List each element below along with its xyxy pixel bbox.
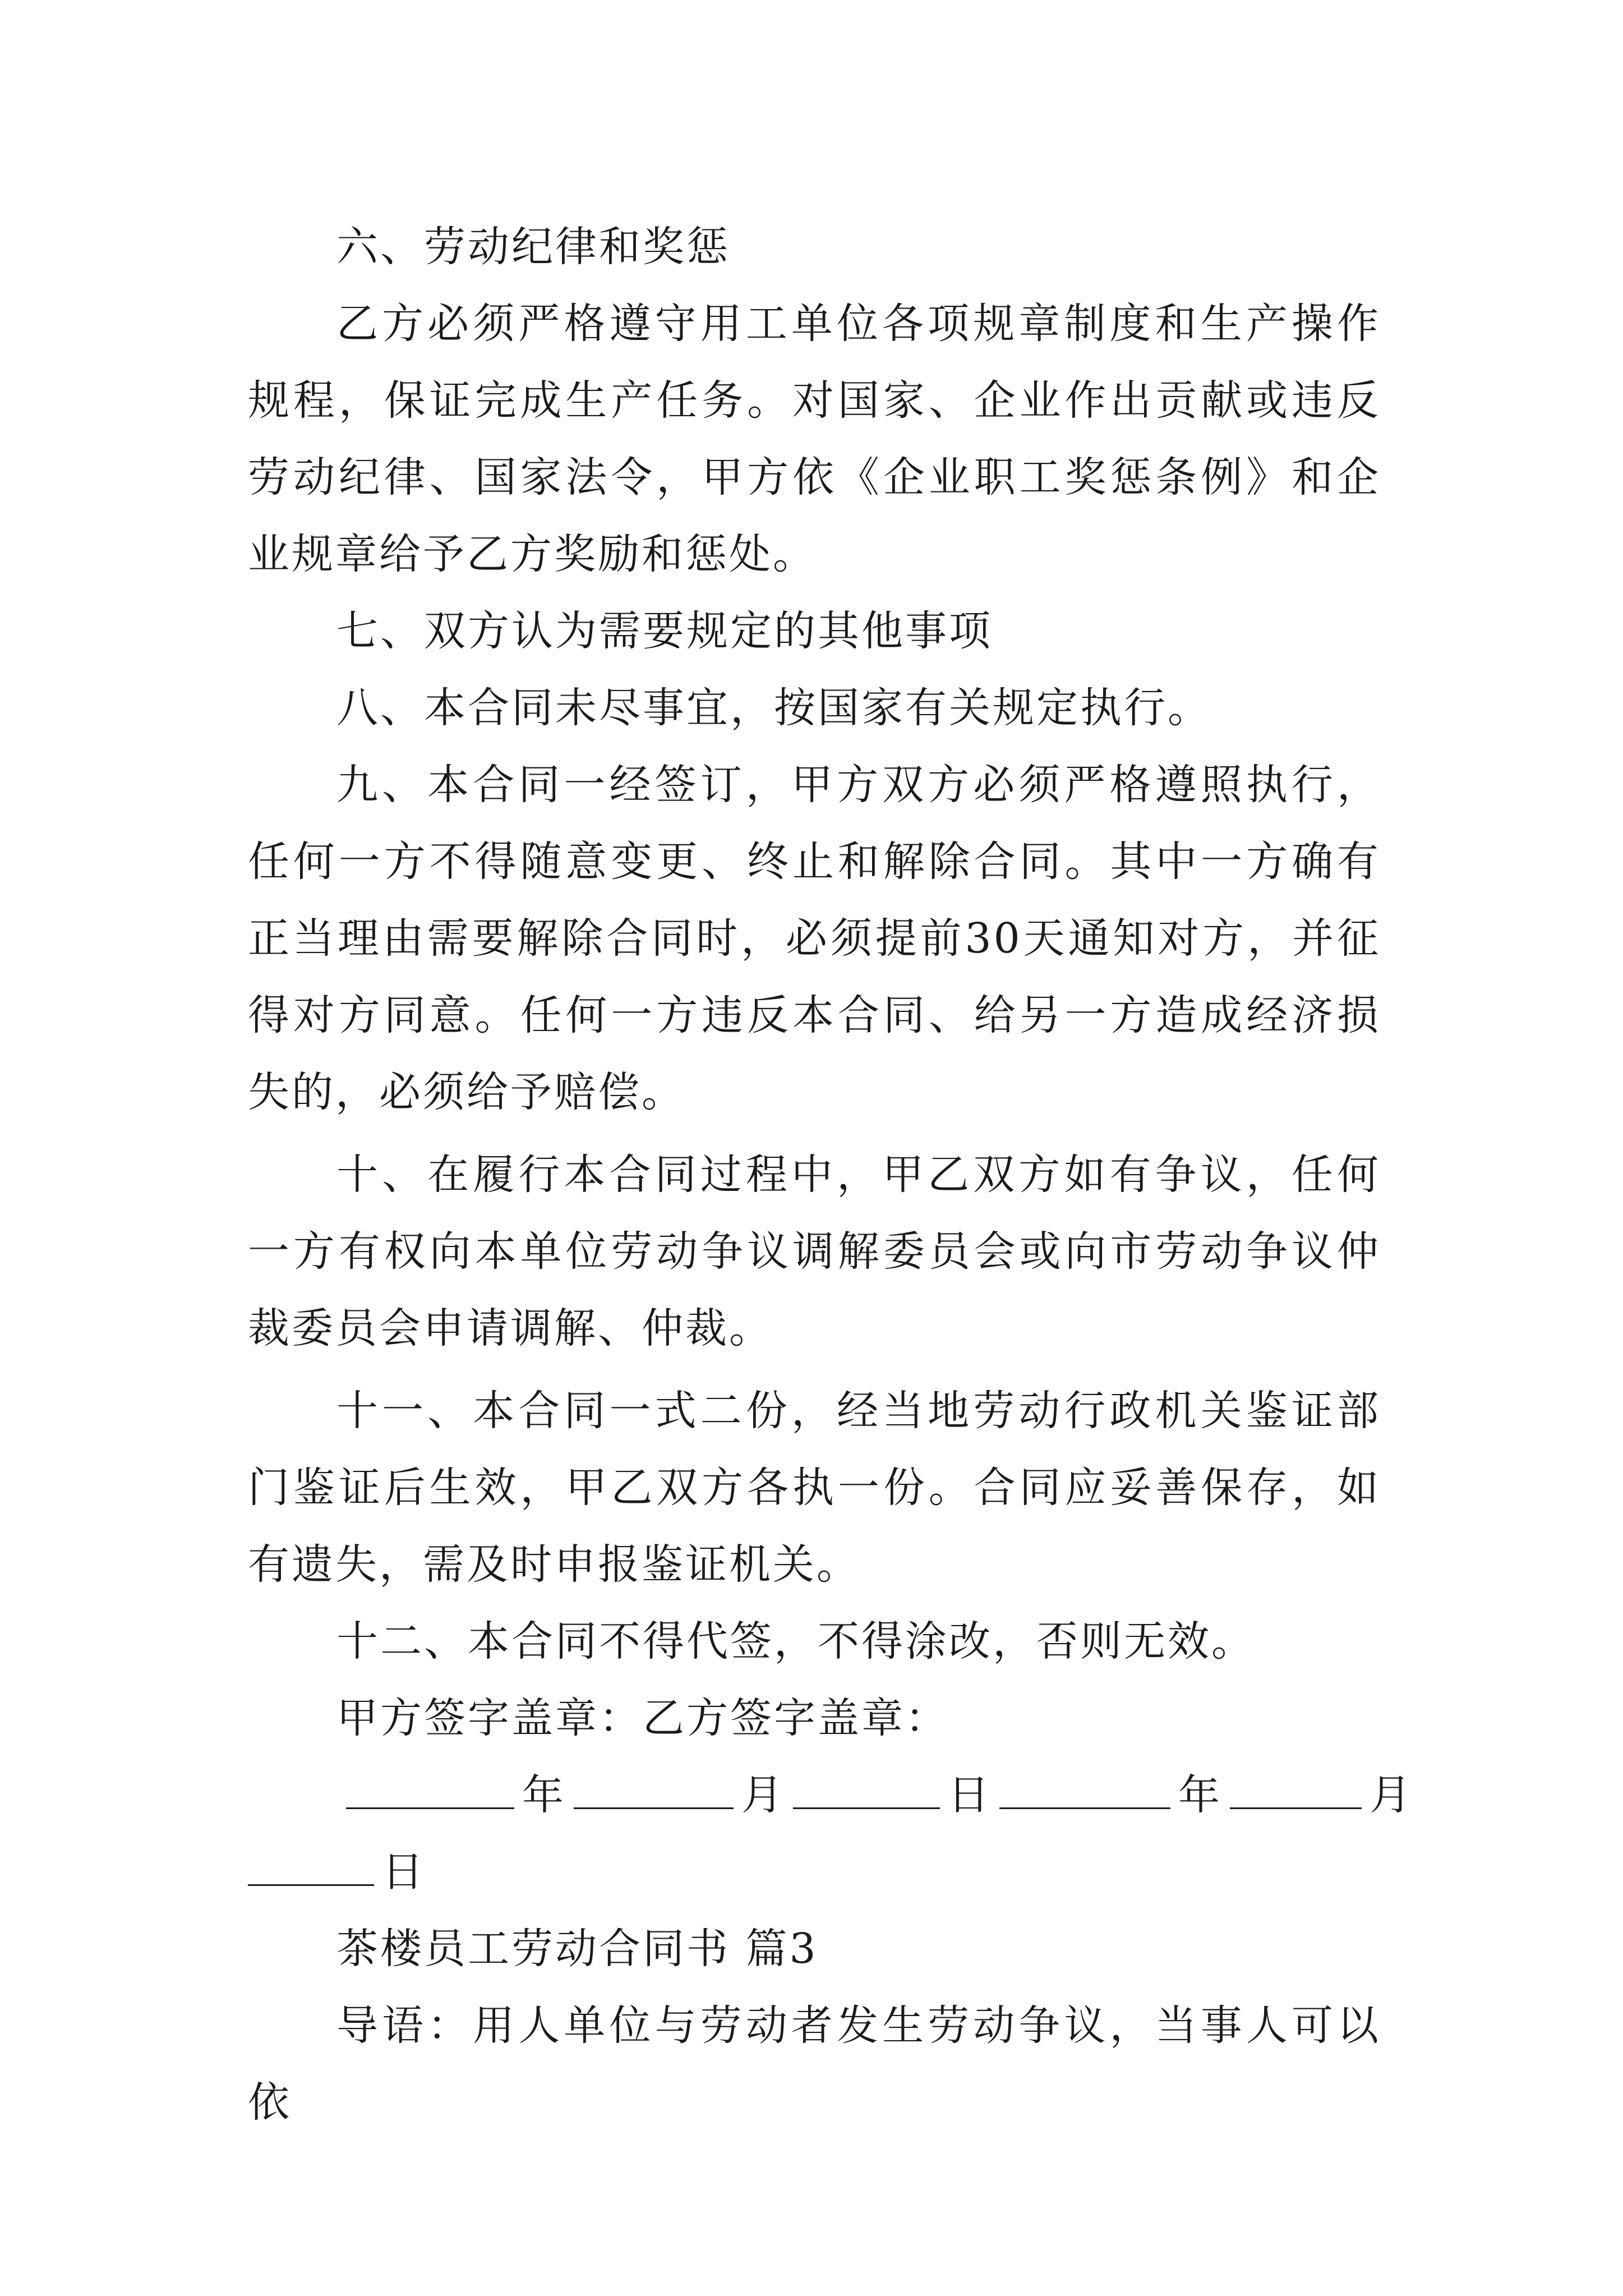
paragraph-unresolved-matters: 八、本合同未尽事宜，按国家有关规定执行。 (336, 684, 1211, 732)
day-label-2: 日 (382, 1848, 426, 1896)
paragraph-copies: 十一、本合同一式二份，经当地劳动行政机关鉴证部门鉴证后生效，甲乙双方各执一份。合同应妥善保存，如有遗失，需及时申报鉴证机关。 (248, 1387, 1381, 1589)
signature-line: 甲方签字盖章：乙方签字盖章： (336, 1694, 949, 1742)
year-label: 年 (522, 1771, 566, 1819)
party-a-year-blank[interactable] (346, 1774, 514, 1809)
party-b-month-blank[interactable] (1230, 1774, 1362, 1809)
paragraph-discipline: 乙方必须严格遵守用工单位各项规章制度和生产操作规程，保证完成生产任务。对国家、企业作出贡献或违反劳动纪律、国家法令，甲方依《企业职工奖惩条例》和企业规章给予乙方奖励和惩处。 (248, 300, 1381, 578)
section-heading-discipline: 六、劳动纪律和奖惩 (336, 223, 730, 271)
paragraph-no-proxy: 十二、本合同不得代签，不得涂改，否则无效。 (336, 1617, 1255, 1665)
party-b-year-blank[interactable] (999, 1774, 1170, 1809)
section-heading-other-matters: 七、双方认为需要规定的其他事项 (336, 607, 993, 655)
document-body (248, 209, 1413, 2141)
paragraph-disputes: 十、在履行本合同过程中，甲乙双方如有争议，任何一方有权向本单位劳动争议调解委员会或向市劳动争议仲裁委员会申请调解、仲裁。 (248, 1151, 1381, 1352)
party-b-day-blank[interactable] (248, 1851, 374, 1886)
date-line-continued (248, 1834, 1381, 1911)
date-line (248, 1757, 1413, 1834)
day-label: 日 (948, 1771, 992, 1819)
paragraph-execution: 九、本合同一经签订，甲方双方必须严格遵照执行，任何一方不得随意变更、终止和解除合同。其中一方确有正当理由需要解除合同时，必须提前30天通知对方，并征得对方同意。任何一方违反本合同、给另一方造成经济损失的，必须给予赔偿。 (248, 761, 1381, 1116)
party-a-month-blank[interactable] (574, 1774, 734, 1809)
month-label-2: 月 (1370, 1771, 1413, 1819)
month-label: 月 (741, 1771, 785, 1819)
year-label-2: 年 (1178, 1771, 1222, 1819)
intro-paragraph: 导语：用人单位与劳动者发生劳动争议，当事人可以依 (248, 2001, 1381, 2127)
section-title: 茶楼员工劳动合同书 篇3 (336, 1925, 818, 1973)
party-a-day-blank[interactable] (793, 1774, 940, 1809)
